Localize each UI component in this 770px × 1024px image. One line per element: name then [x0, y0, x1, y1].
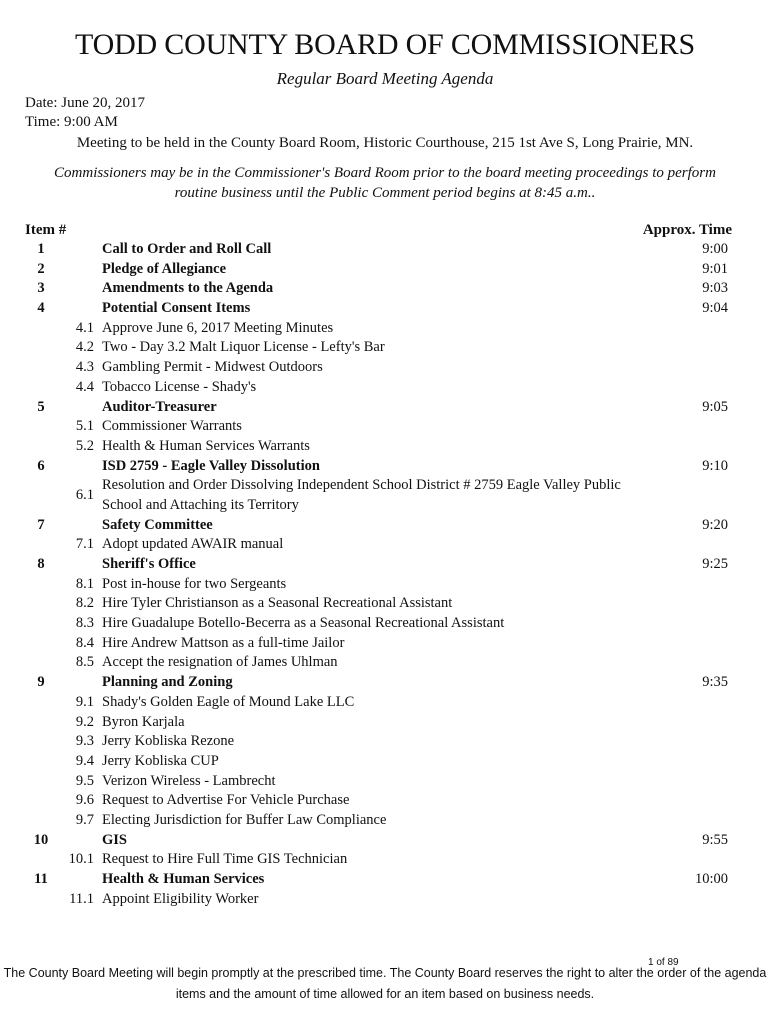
- item-time: 9:00: [702, 241, 728, 257]
- agenda-subitem: [0, 319, 770, 339]
- item-time: 9:01: [702, 260, 728, 277]
- document-subtitle: Regular Board Meeting Agenda: [276, 69, 494, 88]
- subitem-title: Jerry Kobliska CUP: [102, 752, 219, 769]
- item-title: Call to Order and Roll Call: [102, 241, 272, 257]
- agenda-subitem: [0, 338, 770, 358]
- agenda-item: [0, 260, 770, 280]
- item-title: GIS: [102, 831, 127, 848]
- agenda-subitem: [0, 535, 770, 555]
- agenda-item: [0, 240, 770, 260]
- agenda-subitem: [0, 614, 770, 634]
- item-title: Amendments to the Agenda: [102, 280, 274, 297]
- subitem-number: 9.7: [75, 811, 94, 828]
- subitem-number: 10.1: [68, 851, 94, 868]
- item-number: 3: [37, 280, 45, 297]
- item-title: Sheriff's Office: [102, 556, 196, 573]
- subitem-number: 5.1: [75, 418, 94, 435]
- item-time: 9:03: [702, 280, 728, 297]
- subitem-title: Commissioner Warrants: [102, 418, 242, 435]
- item-number: 11: [34, 871, 48, 888]
- column-header-time: Approx. Time: [642, 222, 732, 238]
- item-title: Auditor-Treasurer: [102, 398, 217, 415]
- subitem-number: 6.1: [75, 487, 94, 504]
- agenda-subitem: [0, 437, 770, 457]
- commissioner-note: Commissioners may be in the Commissioner's Board Room prior to the board meeting proceedings to perform routine business until the Public Comment period begins at 8:45 a.m..: [54, 165, 716, 201]
- item-title: Planning and Zoning: [102, 674, 233, 691]
- item-time: 9:10: [702, 457, 728, 474]
- subitem-number: 9.6: [75, 792, 94, 809]
- subitem-number: 8.3: [75, 615, 94, 632]
- subitem-number: 4.1: [75, 319, 94, 336]
- subitem-number: 8.5: [75, 654, 94, 671]
- item-number: 5: [37, 398, 45, 415]
- agenda-item: [0, 299, 770, 319]
- meeting-location: Meeting to be held in the County Board Room, Historic Courthouse, 215 1st Ave S, Long Prairie, MN.: [76, 135, 694, 151]
- item-title: Health & Human Services: [102, 871, 265, 888]
- agenda-subitem: [0, 417, 770, 437]
- subitem-title: Request to Advertise For Vehicle Purchase: [102, 792, 350, 809]
- agenda-subitem: [0, 634, 770, 654]
- subitem-title: Adopt updated AWAIR manual: [102, 536, 284, 553]
- item-time: 9:35: [702, 674, 728, 691]
- subitem-number: 8.4: [75, 634, 94, 651]
- item-title: Safety Committee: [102, 516, 213, 533]
- agenda-subitem: [0, 713, 770, 733]
- subitem-number: 9.1: [75, 693, 94, 710]
- subitem-number: 9.3: [75, 733, 94, 750]
- subitem-title: Verizon Wireless - Lambrecht: [102, 772, 276, 789]
- agenda-subitem: [0, 358, 770, 378]
- item-time: 10:00: [694, 871, 728, 888]
- subitem-title: Post in-house for two Sergeants: [102, 575, 287, 592]
- item-time: 9:04: [702, 300, 728, 317]
- meeting-date: Date: June 20, 2017: [25, 95, 145, 111]
- item-number: 4: [37, 300, 45, 317]
- subitem-number: 4.4: [75, 378, 94, 395]
- agenda-subitem: [0, 653, 770, 673]
- agenda-list: [0, 240, 770, 909]
- subitem-number: 9.2: [75, 713, 94, 730]
- agenda-subitem: [0, 594, 770, 614]
- agenda-subitem: [0, 732, 770, 752]
- agenda-item: [0, 457, 770, 477]
- subitem-title: Gambling Permit - Midwest Outdoors: [102, 359, 323, 376]
- column-header-item: Item #: [25, 222, 67, 238]
- subitem-title: Accept the resignation of James Uhlman: [102, 654, 338, 671]
- subitem-title: Shady's Golden Eagle of Mound Lake LLC: [102, 693, 355, 710]
- agenda-item: [0, 673, 770, 693]
- subitem-number: 11.1: [69, 890, 94, 907]
- document-title: TODD COUNTY BOARD OF COMMISSIONERS: [75, 28, 695, 61]
- agenda-subitem: [0, 890, 770, 910]
- agenda-subitem: [0, 772, 770, 792]
- item-number: 8: [37, 556, 45, 573]
- agenda-item: [0, 555, 770, 575]
- subitem-number: 8.2: [75, 595, 94, 612]
- subitem-number: 4.3: [75, 359, 94, 376]
- subitem-title: Hire Tyler Christianson as a Seasonal Recreational Assistant: [102, 595, 453, 612]
- item-title: Pledge of Allegiance: [102, 260, 227, 277]
- item-title: Potential Consent Items: [102, 300, 251, 317]
- subitem-title: Resolution and Order Dissolving Independent School District # 2759 Eagle Valley Public School and Attaching its Territory: [102, 477, 621, 513]
- subitem-number: 5.2: [75, 437, 94, 454]
- subitem-title: Request to Hire Full Time GIS Technician: [102, 851, 348, 868]
- agenda-item: [0, 398, 770, 418]
- subitem-title: Two - Day 3.2 Malt Liquor License - Lefty's Bar: [102, 339, 385, 356]
- item-time: 9:05: [702, 398, 728, 415]
- agenda-subitem: [0, 850, 770, 870]
- agenda-subitem: [0, 693, 770, 713]
- subitem-number: 9.4: [75, 752, 94, 769]
- item-number: 6: [37, 457, 45, 474]
- subitem-number: 9.5: [75, 772, 94, 789]
- agenda-subitem: [0, 791, 770, 811]
- subitem-number: 7.1: [75, 536, 94, 553]
- agenda-subitem: [0, 476, 770, 515]
- agenda-item: [0, 831, 770, 851]
- subitem-title: Byron Karjala: [102, 713, 185, 730]
- subitem-title: Health & Human Services Warrants: [102, 437, 310, 454]
- subitem-number: 8.1: [75, 575, 94, 592]
- item-title: ISD 2759 - Eagle Valley Dissolution: [102, 457, 320, 474]
- page-number: 1 of 89: [648, 957, 679, 968]
- item-number: 10: [33, 831, 49, 848]
- item-time: 9:25: [702, 556, 728, 573]
- agenda-item: [0, 870, 770, 890]
- subitem-title: Hire Guadalupe Botello-Becerra as a Seasonal Recreational Assistant: [102, 615, 505, 632]
- agenda-subitem: [0, 752, 770, 772]
- agenda-subitem: [0, 378, 770, 398]
- agenda-item: [0, 516, 770, 536]
- meeting-time: Time: 9:00 AM: [25, 114, 118, 130]
- subitem-title: Tobacco License - Shady's: [102, 378, 257, 395]
- subitem-title: Hire Andrew Mattson as a full-time Jailor: [102, 634, 345, 651]
- subitem-title: Electing Jurisdiction for Buffer Law Compliance: [102, 811, 387, 828]
- agenda-subitem: [0, 811, 770, 831]
- item-number: 7: [37, 516, 45, 533]
- subitem-title: Approve June 6, 2017 Meeting Minutes: [102, 319, 334, 336]
- item-time: 9:20: [702, 516, 728, 533]
- item-number: 1: [37, 241, 45, 257]
- agenda-item: [0, 279, 770, 299]
- subitem-number: 4.2: [75, 339, 94, 356]
- item-number: 2: [37, 260, 45, 277]
- footer-note: The County Board Meeting will begin promptly at the prescribed time. The County Board reserves the right to alter the order of the agenda items and the amount of time allowed for an item based on business needs.: [3, 966, 767, 1001]
- subitem-title: Appoint Eligibility Worker: [102, 890, 259, 907]
- subitem-title: Jerry Kobliska Rezone: [102, 733, 235, 750]
- agenda-subitem: [0, 575, 770, 595]
- item-time: 9:55: [702, 831, 728, 848]
- item-number: 9: [37, 674, 45, 691]
